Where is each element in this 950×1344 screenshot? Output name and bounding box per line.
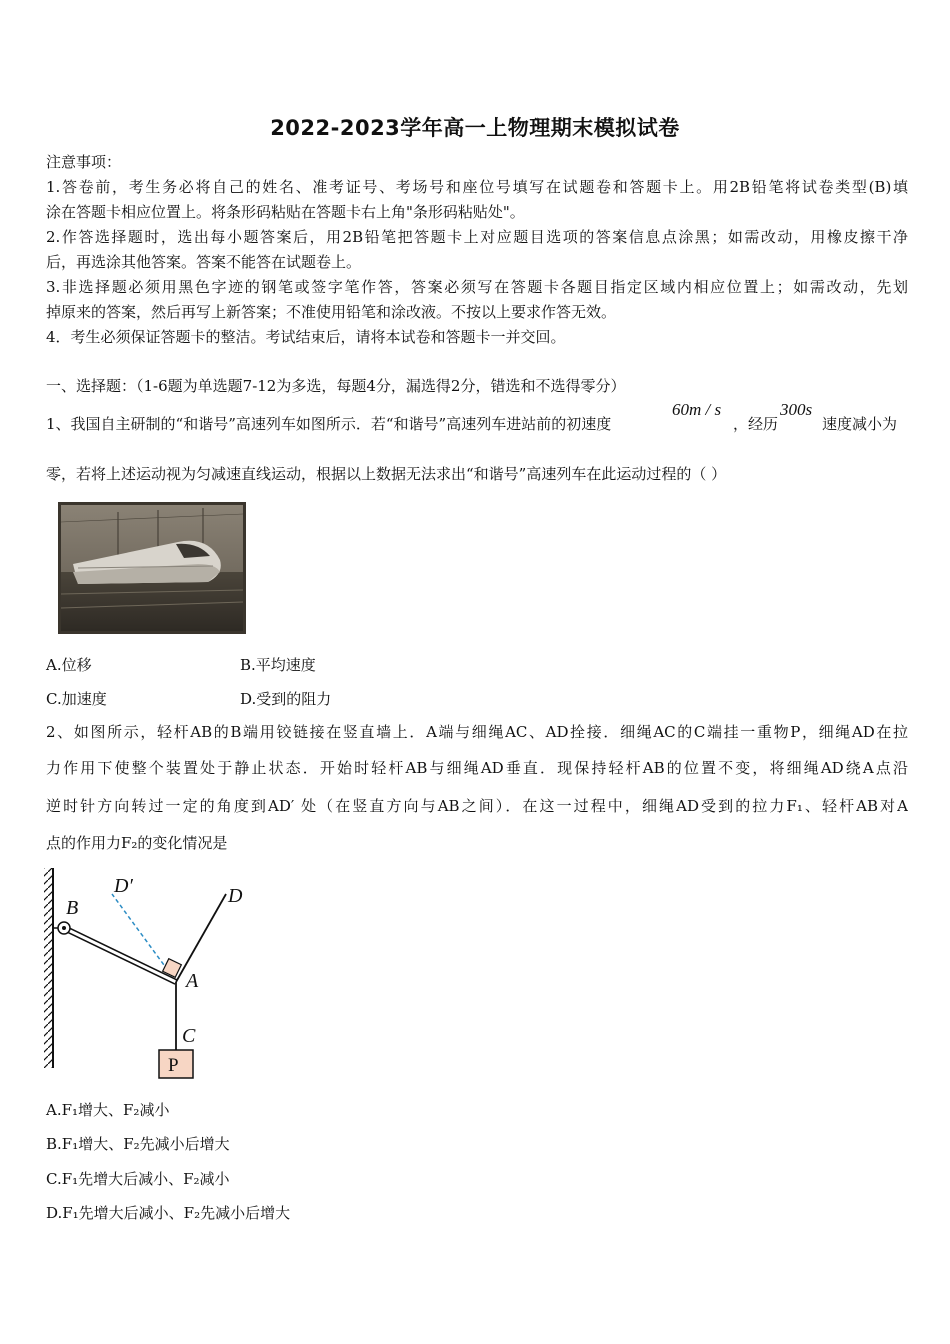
q1-text-line2: 零，若将上述运动视为匀减速直线运动，根据以上数据无法求出“和谐号”高速列车在此运动过程的（ ） (46, 465, 727, 483)
page-title: 2022-2023学年高一上物理期末模拟试卷 (270, 116, 680, 140)
force-diagram (40, 864, 260, 1084)
q2-option-b[interactable]: B.F₁增大、F₂先减小后增大 (46, 1135, 230, 1153)
q1-time: 300s (780, 400, 813, 419)
q1-option-c[interactable]: C.加速度 (46, 690, 107, 708)
notice-heading: 注意事项： (46, 153, 122, 171)
notice-line-3: 2.作答选择题时，选出每小题答案后，用2B铅笔把答题卡上对应题目选项的答案信息点涂黑；如需改动，用橡皮擦干净 (46, 228, 908, 246)
label-c: C (182, 1025, 196, 1047)
notice-line-1: 1.答卷前，考生务必将自己的姓名、准考证号、考场号和座位号填写在试题卷和答题卡上。用2B铅笔将试卷类型(B)填 (46, 178, 908, 196)
label-d: D (228, 885, 243, 907)
q1-option-d[interactable]: D.受到的阻力 (240, 690, 332, 708)
q1-velocity: 60m / s (672, 400, 722, 419)
section-heading: 一、选择题：（1-6题为单选题7-12为多选，每题4分，漏选得2分，错选和不选得零分） (46, 377, 626, 395)
q1-text-c: 速度减小为 (822, 415, 898, 433)
q2-text-line1: 2、如图所示，轻杆AB的B端用铰链接在竖直墙上．A端与细绳AC、AD拴接．细绳AC的C端挂一重物P，细绳AD在拉 (46, 723, 908, 741)
q1-text-a: 1、我国自主研制的“和谐号”高速列车如图所示．若“和谐号”高速列车进站前的初速度 (46, 415, 612, 433)
notice-line-4: 后，再选涂其他答案。答案不能答在试题卷上。 (46, 253, 362, 271)
label-b: B (66, 897, 79, 919)
q1-option-a[interactable]: A.位移 (46, 656, 92, 674)
q2-text-line4: 点的作用力F₂的变化情况是 (46, 834, 228, 852)
label-d-prime: D′ (114, 875, 133, 897)
notice-line-6: 掉原来的答案，然后再写上新答案；不准使用铅笔和涂改液。不按以上要求作答无效。 (46, 303, 617, 321)
q2-text-line2: 力作用下使整个装置处于静止状态．开始时轻杆AB与细绳AD垂直．现保持轻杆AB的位置不变，将细绳AD绕A点沿 (46, 759, 908, 777)
q1-text-b: ，经历 (733, 415, 779, 433)
rope-ad (176, 894, 226, 982)
label-p: P (168, 1055, 179, 1076)
notice-line-2: 涂在答题卡相应位置上。将条形码粘贴在答题卡右上角"条形码粘贴处"。 (46, 203, 525, 221)
q2-option-d[interactable]: D.F₁先增大后减小、F₂先减小后增大 (46, 1204, 291, 1222)
notice-line-7: 4．考生必须保证答题卡的整洁。考试结束后，请将本试卷和答题卡一并交回。 (46, 328, 566, 346)
label-a: A (186, 970, 199, 992)
notice-line-5: 3.非选择题必须用黑色字迹的钢笔或签字笔作答，答案必须写在答题卡各题目指定区域内相应位置上；如需改动，先划 (46, 278, 908, 296)
wall (44, 868, 52, 1068)
q2-text-line3: 逆时针方向转过一定的角度到AD′ 处（在竖直方向与AB之间）．在这一过程中，细绳AD受到的拉力F₁、轻杆AB对A (46, 797, 908, 815)
q1-option-b[interactable]: B.平均速度 (240, 656, 316, 674)
q2-option-c[interactable]: C.F₁先增大后减小、F₂减小 (46, 1170, 230, 1188)
train-photo (58, 502, 246, 634)
q2-option-a[interactable]: A.F₁增大、F₂减小 (46, 1101, 170, 1119)
